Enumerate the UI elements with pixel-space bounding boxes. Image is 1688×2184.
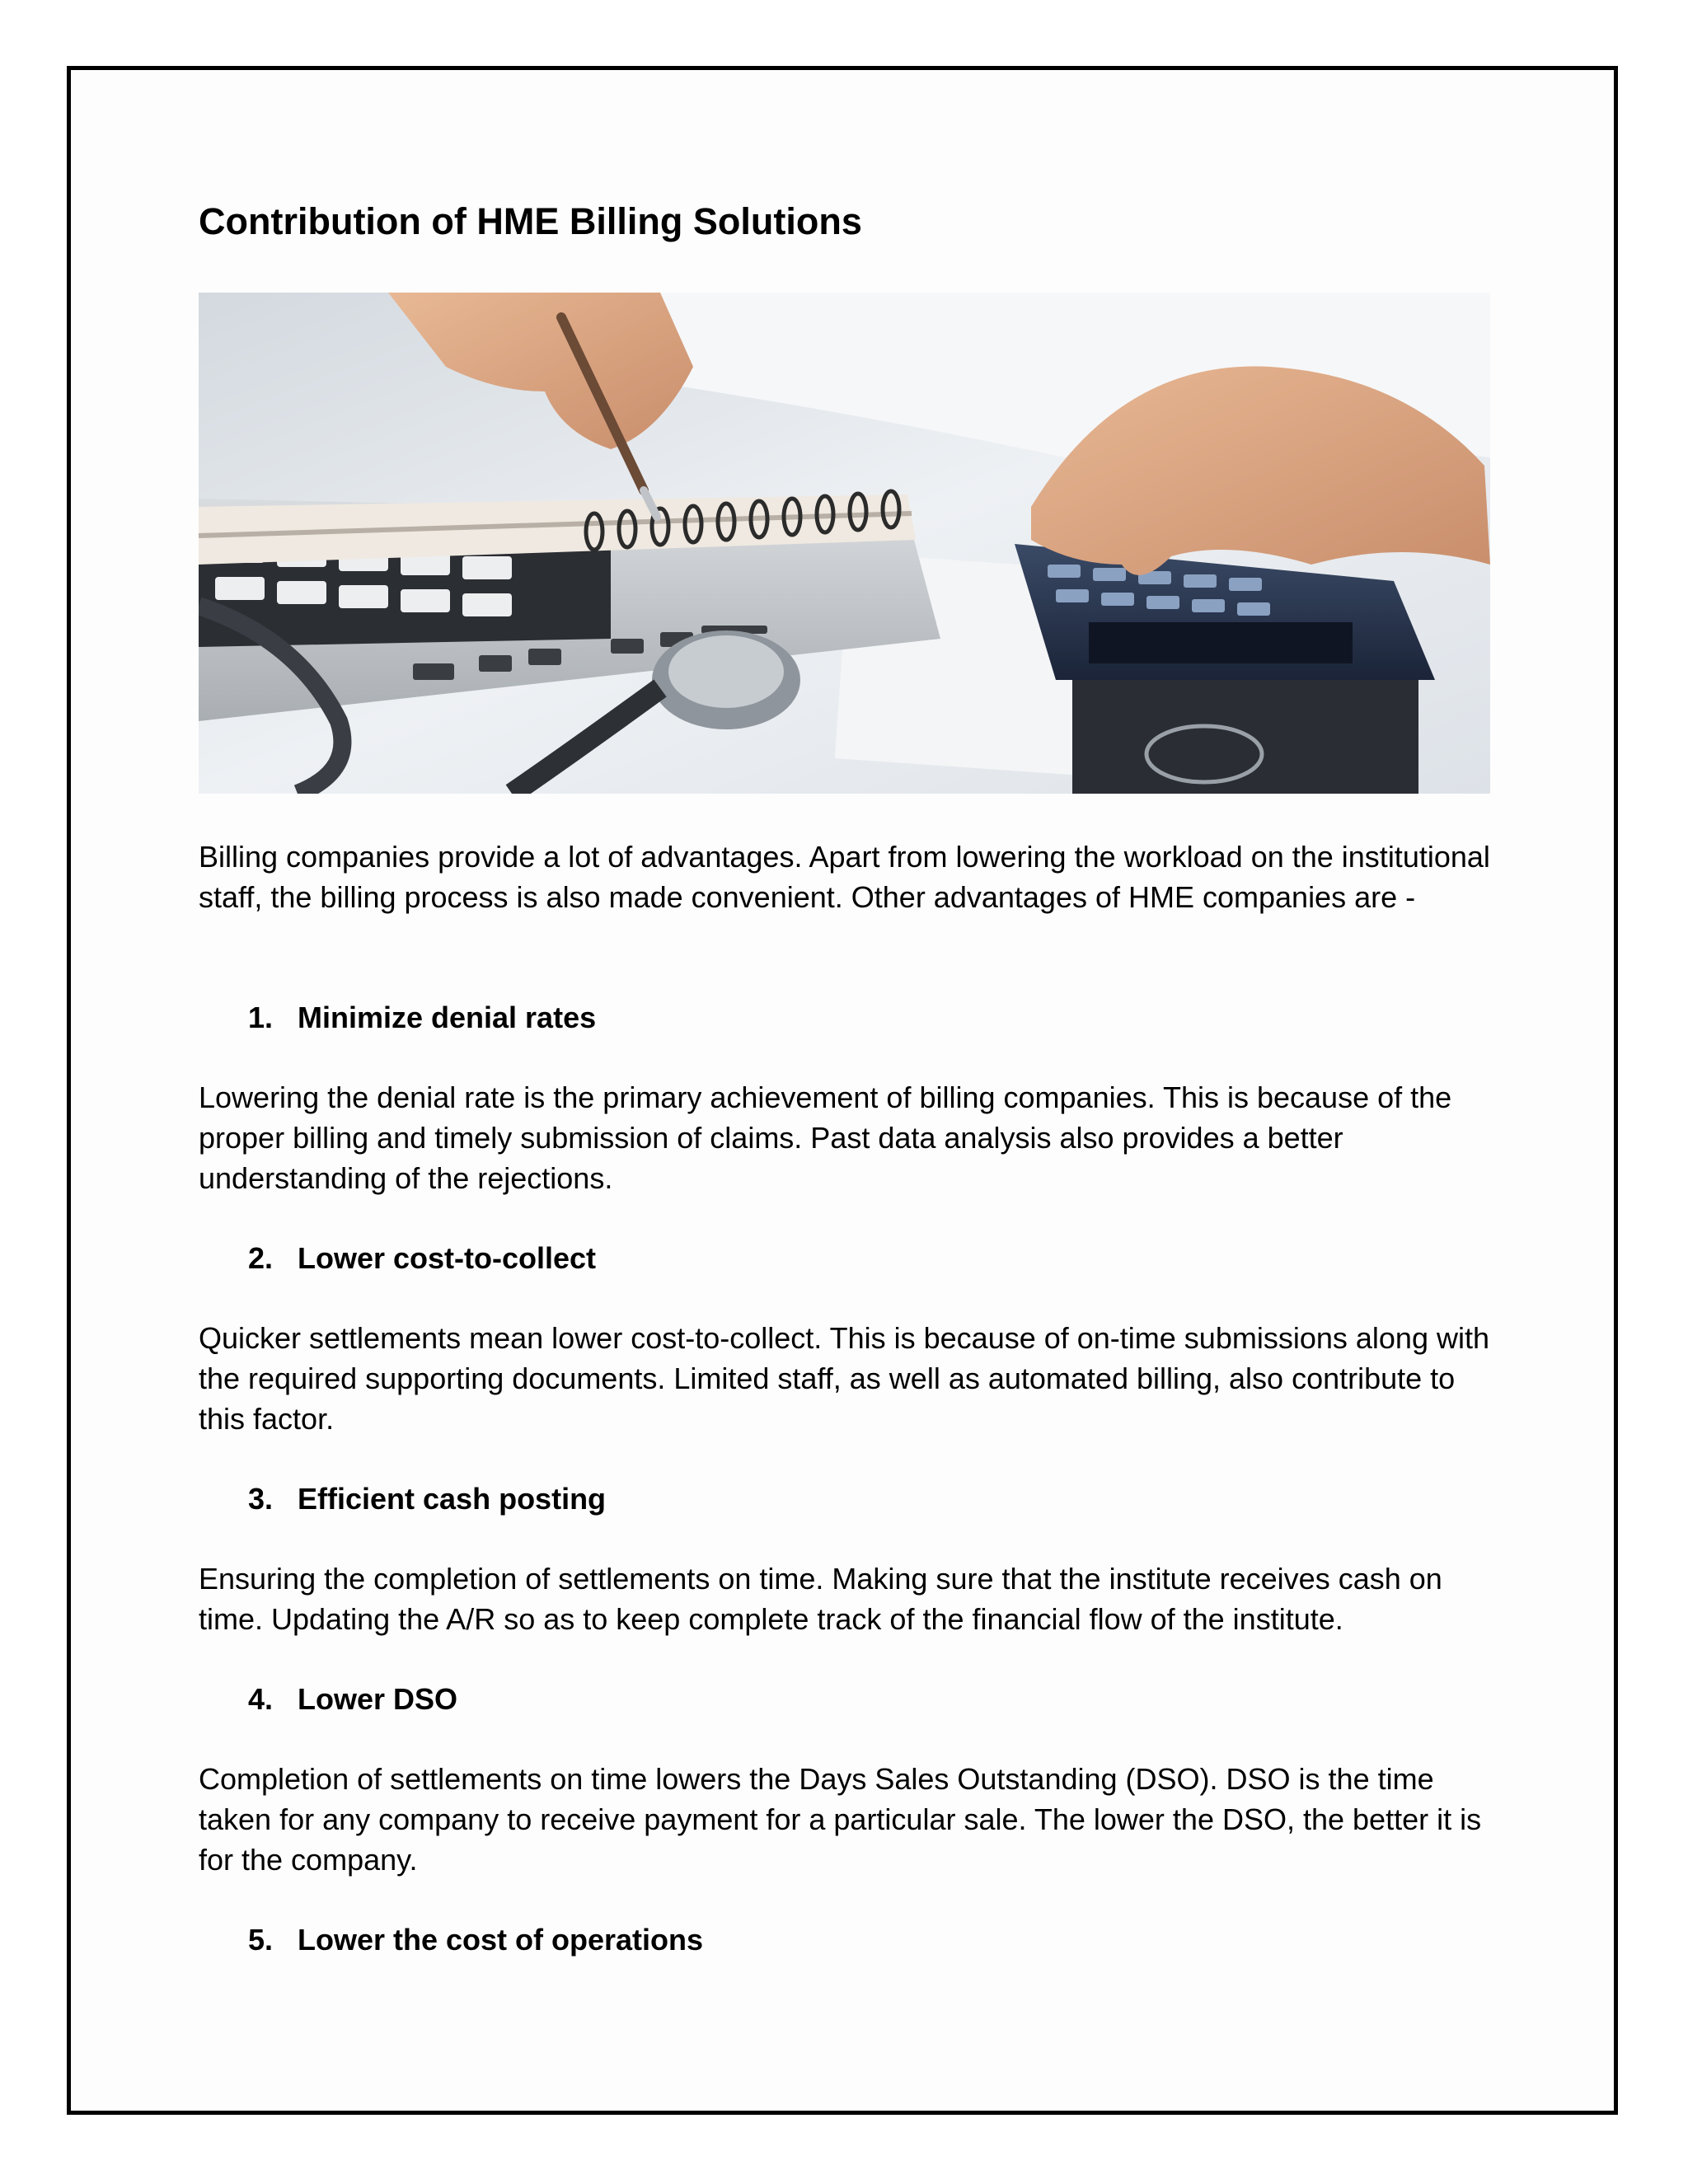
- section-heading: [248, 1479, 606, 1519]
- section-number: 2.: [248, 1241, 274, 1275]
- section-number: 4.: [248, 1682, 274, 1716]
- intro-paragraph: Billing companies provide a lot of advantages. Apart from lowering the workload on the institutional staff, the billing process is also made convenient. Other advantages of HME companies are -: [199, 840, 1490, 914]
- billing-desk-photo-icon: [199, 293, 1490, 794]
- section-heading: [248, 1679, 457, 1719]
- hero-image: [199, 293, 1490, 794]
- section-title: Lower the cost of operations: [298, 1923, 704, 1957]
- section-heading: [248, 1919, 703, 1960]
- section-title: Efficient cash posting: [298, 1482, 607, 1516]
- page-title: Contribution of HME Billing Solutions: [199, 200, 862, 242]
- section-body: Completion of settlements on time lowers the Days Sales Outstanding (DSO). DSO is the time taken for any company to receive payment for a particular sale. The lower the DSO, the better it is for the company.: [199, 1762, 1482, 1877]
- section-number: 3.: [248, 1482, 274, 1516]
- section-title: Lower cost-to-collect: [298, 1241, 597, 1275]
- section-title: Minimize denial rates: [298, 1001, 597, 1034]
- section-number: 1.: [248, 1001, 274, 1034]
- section-body: Ensuring the completion of settlements on time. Making sure that the institute receives cash on time. Updating the A/R so as to keep complete track of the financial flow of the institute.: [199, 1562, 1442, 1636]
- section-heading: [248, 997, 596, 1038]
- section-body: Quicker settlements mean lower cost-to-collect. This is because of on-time submissions along with the required supporting documents. Limited staff, as well as automated billing, also contribute to this factor.: [199, 1321, 1489, 1436]
- section-title: Lower DSO: [298, 1682, 458, 1716]
- section-body: Lowering the denial rate is the primary achievement of billing companies. This is because of the proper billing and timely submission of claims. Past data analysis also provides a better understanding of the rejections.: [199, 1080, 1452, 1195]
- section-heading: [248, 1238, 596, 1278]
- section-number: 5.: [248, 1923, 274, 1957]
